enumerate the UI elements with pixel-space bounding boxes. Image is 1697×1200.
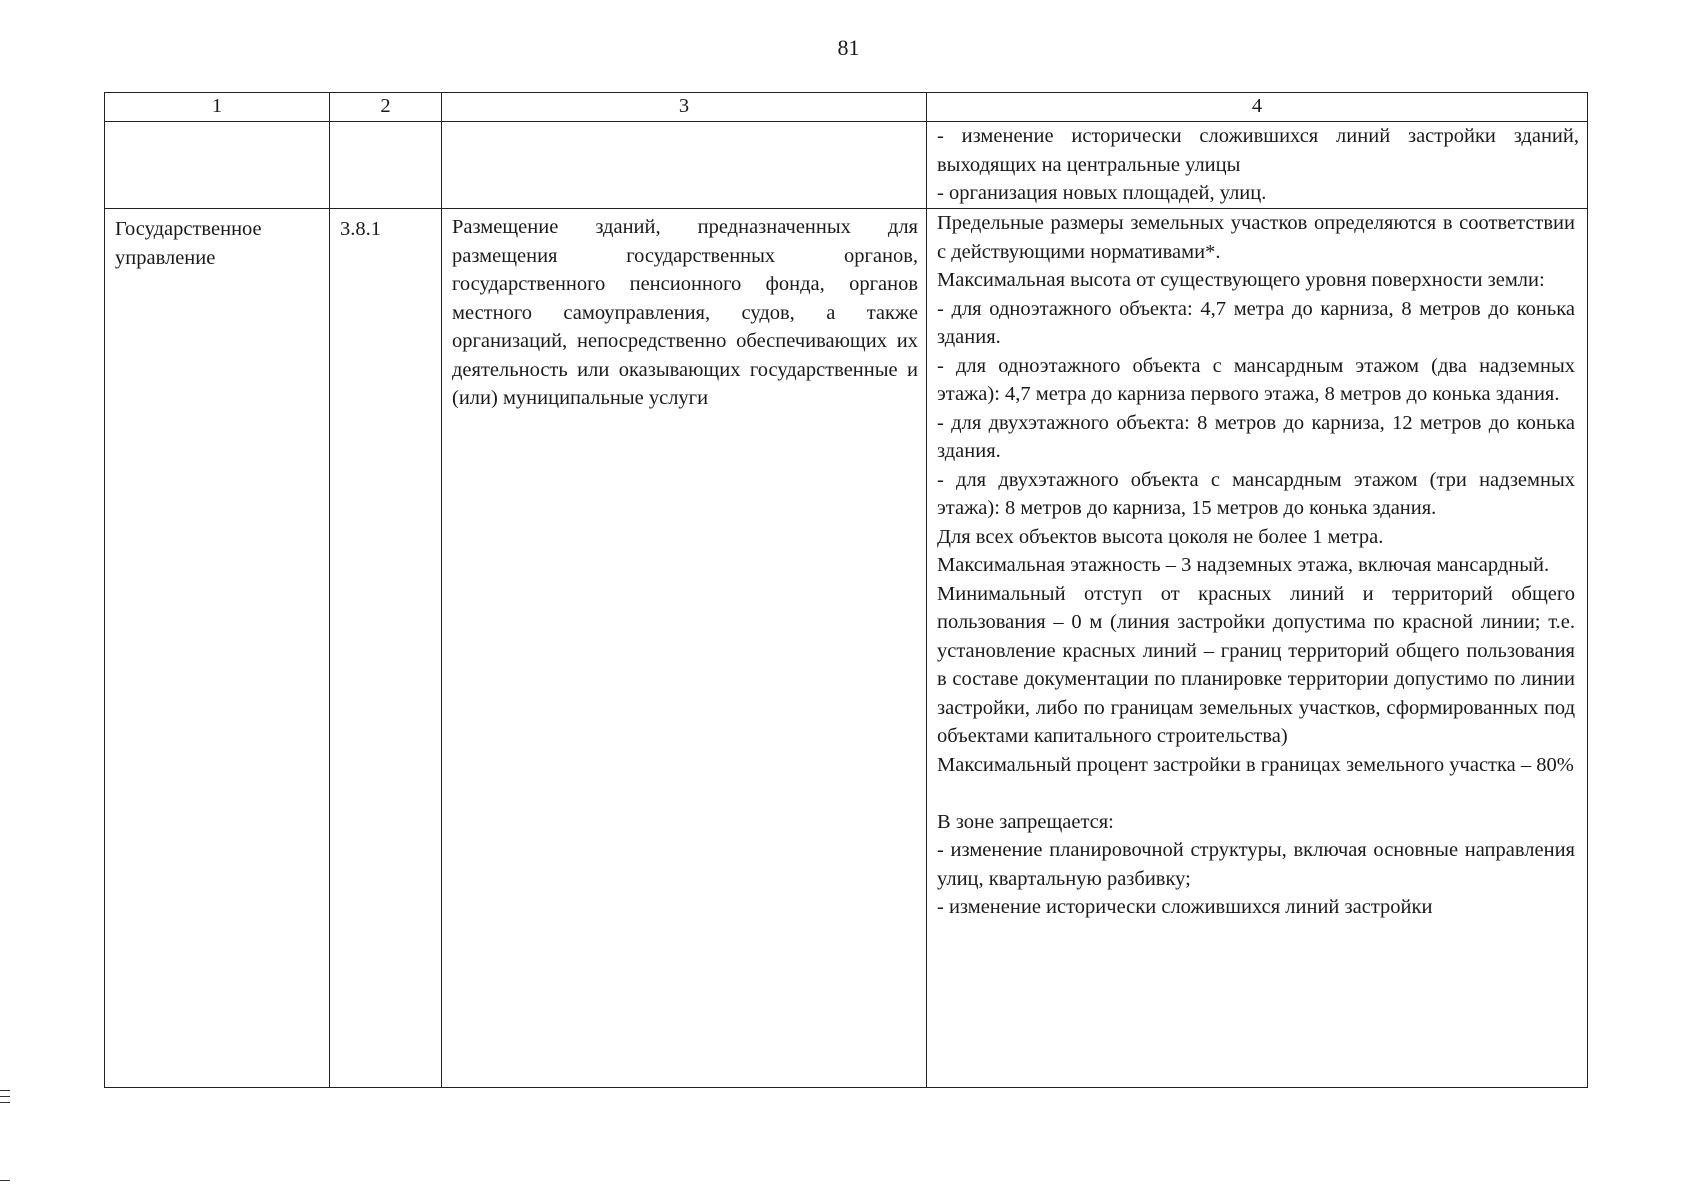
page-number: 81 [837,35,860,60]
parameter-paragraph: Максимальная этажность – 3 надземных этажа, включая мансардный. [937,554,1550,576]
scan-margin-mark [0,1090,10,1091]
zoning-regulations-table [104,92,1588,1088]
column-header-1: 1 [105,93,330,122]
scan-margin-mark [0,1096,10,1097]
parameter-paragraph: Предельные размеры земельных участков определяются в соответствии с действующими нормативами*. [937,212,1575,263]
table-row-continuation [105,122,1588,209]
prohibited-title: В зоне запрещается: [937,810,1114,833]
land-use-code-cell: 3.8.1 [330,209,442,1088]
parameter-paragraph: Минимальный отступ от красных линий и территорий общего пользования – 0 м (линия застройки допустима по красной линии; т.е. установление красных линий – границ территорий общего пользования в составе документации по планировке территории допустимо по линии застройки, либо по границам земельных участков, сформированных под объектами капитального строительства) [937,582,1575,747]
parameter-paragraph: Максимальная высота от существующего уровня поверхности земли: [937,269,1545,291]
parameters-cell [927,209,1588,1088]
prohibited-item: - изменение планировочной структуры, включая основные направления улиц, квартальную разбивку; [937,839,1575,890]
cont-line: - изменение исторически сложившихся линий застройки зданий, выходящих на центральные улицы [937,125,1579,176]
cont-cell-3 [442,122,927,209]
scan-margin-mark [0,1180,10,1181]
table-row-state-administration [105,209,1588,1088]
cont-line: - организация новых площадей, улиц. [937,182,1267,204]
cont-cell-4 [927,122,1588,209]
column-header-4: 4 [927,93,1588,122]
parameter-paragraph: - для одноэтажного объекта с мансардным этажом (два надземных этажа): 4,7 метра до карниза первого этажа, 8 метров до конька здания. [937,354,1575,405]
table-header-row [105,93,1588,122]
parameter-paragraph: Максимальный процент застройки в границах земельного участка – 80% [937,753,1574,776]
paragraph-spacer [937,779,1575,808]
land-use-description-cell: Размещение зданий, предназначенных для размещения государственных органов, государственного пенсионного фонда, органов местного самоуправления, судов, а также организаций, непосредственно обеспечивающих их деятельность или оказывающих государственные и (или) муниципальные услуги [442,209,927,1088]
column-header-3: 3 [442,93,927,122]
column-header-2: 2 [330,93,442,122]
parameter-paragraph: - для двухэтажного объекта с мансардным этажом (три надземных этажа): 8 метров до карниза, 15 метров до конька здания. [937,468,1575,519]
prohibited-item: - изменение исторически сложившихся линий застройки [937,896,1433,918]
parameter-paragraph: - для двухэтажного объекта: 8 метров до карниза, 12 метров до конька здания. [937,411,1575,462]
cont-cell-2 [330,122,442,209]
land-use-type-cell: Государственное управление [105,209,330,1088]
scan-margin-mark [0,1102,10,1103]
parameter-paragraph: - для одноэтажного объекта: 4,7 метра до карниза, 8 метров до конька здания. [937,297,1575,348]
parameter-paragraph: Для всех объектов высота цоколя не более 1 метра. [937,525,1384,548]
cont-cell-1 [105,122,330,209]
